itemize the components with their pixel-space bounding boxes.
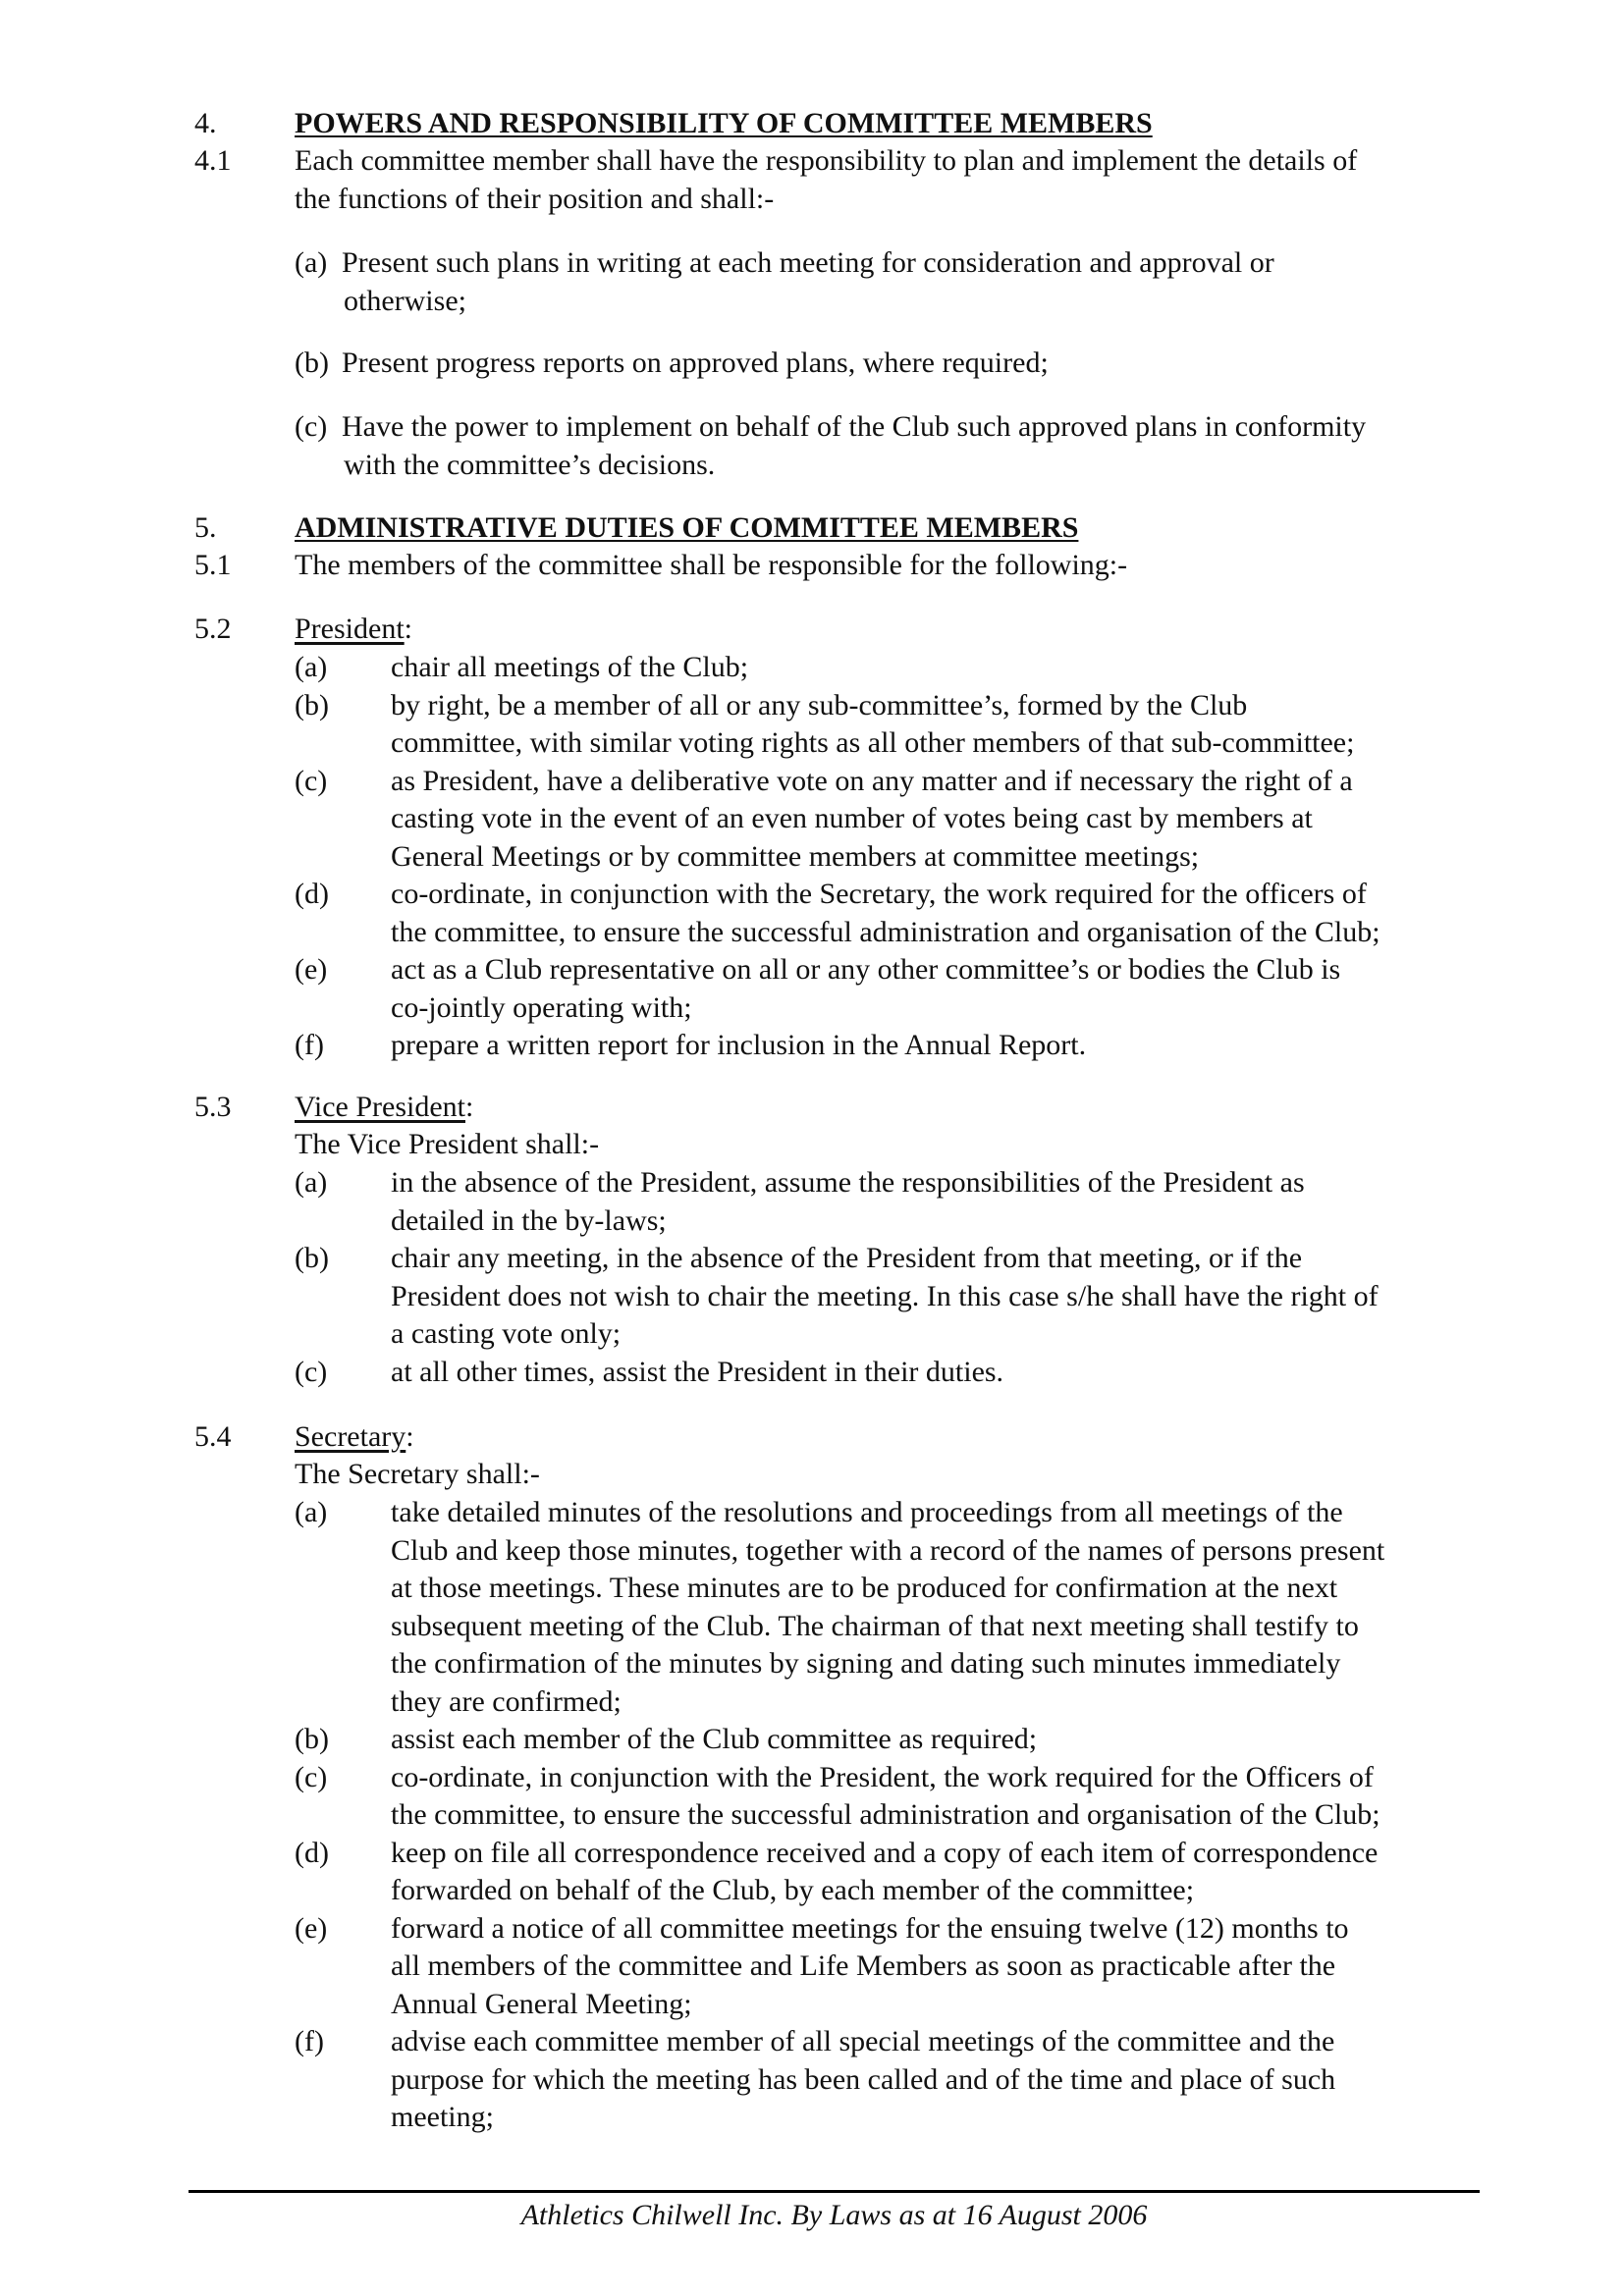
- president-duty-label: (a): [295, 651, 328, 683]
- secretary-duty-line: advise each committee member of all special meetings of the committee and the: [391, 2025, 1335, 2057]
- secretary-duty-text: [391, 1494, 1510, 1721]
- secretary-duty-line: subsequent meeting of the Club. The chairman of that next meeting shall testify to: [391, 1609, 1359, 1642]
- footer-rule: [189, 2190, 1480, 2193]
- vice-president-duty-label: (a): [295, 1166, 328, 1199]
- secretary-duty-line: take detailed minutes of the resolutions and proceedings from all meetings of the: [391, 1496, 1343, 1528]
- president-duty-text: [391, 649, 1510, 687]
- vice-president-duty-label: (b): [295, 1242, 329, 1274]
- president-duty-line: the committee, to ensure the successful administration and organisation of the Club;: [391, 915, 1380, 948]
- vice-president-duty-label: (c): [295, 1355, 328, 1388]
- secretary-duty-line: forwarded on behalf of the Club, by each member of the committee;: [391, 1874, 1195, 1906]
- vice-president-duty-line: detailed in the by-laws;: [391, 1203, 667, 1237]
- secretary-duty-line: meeting;: [391, 2101, 494, 2133]
- secretary-duty-line: all members of the committee and Life Members as soon as practicable after the: [391, 1949, 1336, 1982]
- president-duty-line: co-ordinate, in conjunction with the Secretary, the work required for the officers of: [391, 878, 1367, 910]
- clause-4-item-a: (a) Present such plans in writing at each meeting for consideration and approval or otherwise;: [295, 246, 1274, 317]
- vice-president-duty-line: in the absence of the President, assume the responsibilities of the President as: [391, 1166, 1305, 1199]
- president-duty-label: (f): [295, 1029, 324, 1061]
- section-5-number: 5.: [194, 511, 217, 544]
- section-5-title: ADMINISTRATIVE DUTIES OF COMMITTEE MEMBERS: [295, 511, 1079, 544]
- president-duty-line: act as a Club representative on all or any other committee’s or bodies the Club is: [391, 953, 1341, 986]
- secretary-duty-line: the committee, to ensure the successful administration and organisation of the Club;: [391, 1798, 1380, 1831]
- secretary-intro: The Secretary shall:-: [295, 1458, 540, 1490]
- president-duty-line: prepare a written report for inclusion in the Annual Report.: [391, 1029, 1087, 1061]
- secretary-duty-line: at those meetings. These minutes are to be produced for confirmation at the next: [391, 1572, 1338, 1604]
- vice-president-intro: The Vice President shall:-: [295, 1128, 600, 1160]
- president-duty-text: [391, 951, 1510, 1027]
- page-footer: Athletics Chilwell Inc. By Laws as at 16 August 2006: [520, 2199, 1148, 2231]
- vice-president-duty-line: a casting vote only;: [391, 1317, 622, 1350]
- president-duty-text: [391, 687, 1510, 763]
- secretary-duty-text: [391, 1759, 1510, 1835]
- secretary-duty-text: [391, 1910, 1510, 2024]
- clause-4-item-b: (b) Present progress reports on approved plans, where required;: [295, 347, 1049, 379]
- section-4-title: POWERS AND RESPONSIBILITY OF COMMITTEE MEMBERS: [295, 107, 1153, 139]
- president-duty-label: (d): [295, 878, 329, 910]
- vice-president-duty-text: [391, 1354, 1510, 1392]
- president-heading: President:: [295, 613, 412, 645]
- secretary-duty-line: Annual General Meeting;: [391, 1987, 692, 2020]
- secretary-duty-label: (c): [295, 1760, 328, 1793]
- secretary-duty-label: (e): [295, 1911, 328, 1945]
- president-duty-label: (c): [295, 764, 328, 797]
- secretary-duty-label: (a): [295, 1496, 328, 1528]
- secretary-duty-line: keep on file all correspondence received and a copy of each item of correspondence: [391, 1836, 1379, 1869]
- president-duty-line: co-jointly operating with;: [391, 990, 692, 1024]
- secretary-duty-line: Club and keep those minutes, together with a record of the names of persons present: [391, 1533, 1385, 1567]
- secretary-duty-text: [391, 2023, 1510, 2137]
- president-duty-label: (e): [295, 953, 328, 986]
- president-duty-text: [391, 876, 1510, 951]
- secretary-heading: Secretary:: [295, 1420, 414, 1453]
- secretary-duty-text: [391, 1835, 1510, 1910]
- clause-5-3-number: 5.3: [194, 1091, 232, 1123]
- president-duty-line: casting vote in the event of an even number of votes being cast by members at: [391, 802, 1313, 834]
- secretary-duty-line: assist each member of the Club committee as required;: [391, 1723, 1038, 1755]
- vice-president-heading: Vice President:: [295, 1091, 474, 1123]
- secretary-duty-line: the confirmation of the minutes by signing and dating such minutes immediately: [391, 1647, 1341, 1680]
- secretary-duty-label: (b): [295, 1723, 329, 1755]
- secretary-duty-label: (d): [295, 1836, 329, 1869]
- secretary-duty-text: [391, 1721, 1510, 1759]
- section-4-number: 4.: [194, 107, 217, 139]
- clause-5-1-text: The members of the committee shall be responsible for the following:-: [295, 549, 1128, 581]
- clause-5-4-number: 5.4: [194, 1420, 232, 1453]
- president-duty-label: (b): [295, 688, 329, 721]
- clause-4-1-number: 4.1: [194, 144, 232, 177]
- vice-president-duty-line: at all other times, assist the President in their duties.: [391, 1355, 1004, 1388]
- president-duty-line: committee, with similar voting rights as all other members of that sub-committee;: [391, 726, 1355, 759]
- president-duty-line: chair all meetings of the Club;: [391, 651, 749, 683]
- vice-president-duty-line: President does not wish to chair the meeting. In this case s/he shall have the right of: [391, 1279, 1379, 1312]
- secretary-duty-label: (f): [295, 2025, 324, 2057]
- secretary-duty-line: purpose for which the meeting has been called and of the time and place of such: [391, 2062, 1336, 2096]
- vice-president-duty-line: chair any meeting, in the absence of the President from that meeting, or if the: [391, 1242, 1303, 1274]
- president-duty-text: [391, 1027, 1510, 1065]
- vice-president-duty-text: [391, 1240, 1510, 1354]
- vice-president-duty-text: [391, 1164, 1510, 1240]
- president-duty-line: by right, be a member of all or any sub-committee’s, formed by the Club: [391, 688, 1248, 721]
- president-duty-line: General Meetings or by committee members at committee meetings;: [391, 839, 1200, 873]
- secretary-duty-line: forward a notice of all committee meetings for the ensuing twelve (12) months to: [391, 1911, 1349, 1945]
- clause-4-item-c: (c) Have the power to implement on behalf of the Club such approved plans in conformity with the committee’s decisions.: [295, 410, 1367, 481]
- clause-5-1-number: 5.1: [194, 549, 232, 581]
- clause-4-1-text: Each committee member shall have the responsibility to plan and implement the details of the functions of their position and shall:-: [295, 144, 1358, 215]
- secretary-duty-line: they are confirmed;: [391, 1684, 622, 1718]
- clause-5-2-number: 5.2: [194, 613, 232, 645]
- president-duty-text: [391, 763, 1510, 877]
- secretary-duty-line: co-ordinate, in conjunction with the President, the work required for the Officers of: [391, 1760, 1374, 1793]
- president-duty-line: as President, have a deliberative vote on any matter and if necessary the right of a: [391, 764, 1353, 797]
